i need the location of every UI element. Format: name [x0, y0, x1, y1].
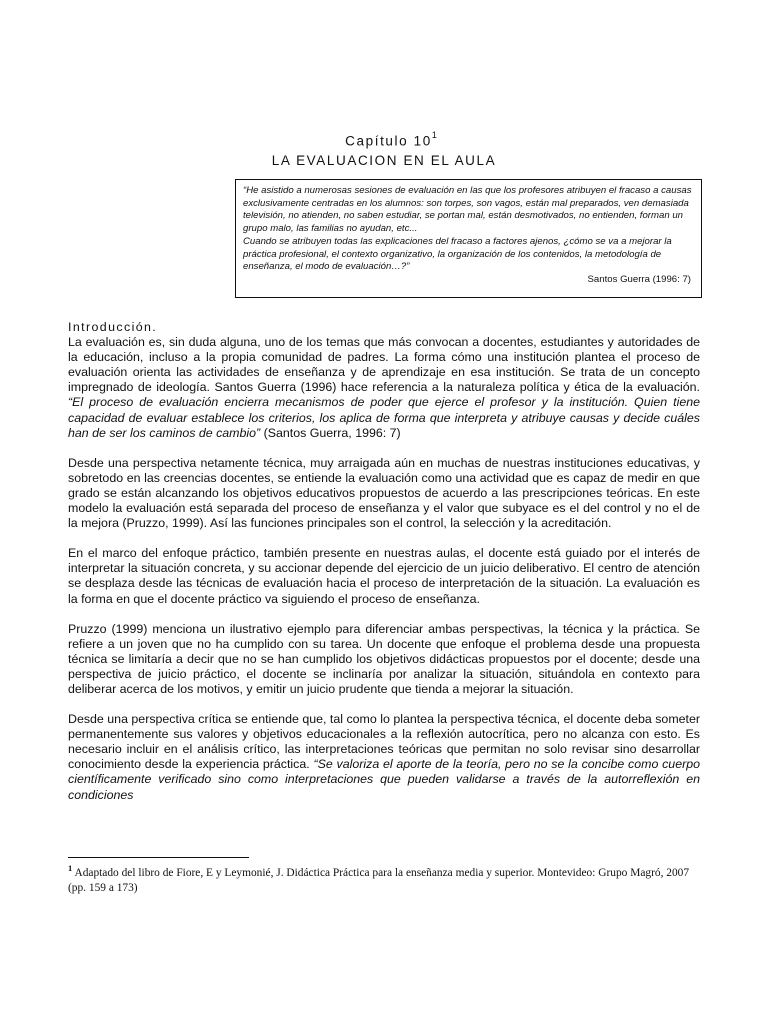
quotation: “Se valoriza el aporte de la teoría, pero no se la concibe como cuerpo científicamente verificado sino como interpretaciones que pueden validarse a través de la autorreflexión en condiciones — [68, 757, 700, 802]
footnote-text: Adaptado del libro de Fiore, E y Leymonié, J. Didáctica Práctica para la enseñanza media y superior. Montevideo: Grupo Magró, 2007 (pp. 159 a 173) — [68, 866, 690, 894]
paragraph — [68, 712, 700, 803]
footnote — [68, 861, 700, 896]
paragraph: Desde una perspectiva netamente técnica, muy arraigada aún en muchas de nuestras instituciones educativas, y sobretodo en las creencias docentes, se entiende la evaluación como una actividad que es capaz de medir en que grado se están alcanzando los objetivos educativos propuestos de acuerdo a las prescripciones teóricas. En este modelo la evaluación está separada del proceso de enseñanza y el valor que subyace es el del control y no el de la mejora (Pruzzo, 1999). Así las funciones principales son el control, la selección y la acreditación. — [68, 455, 700, 531]
chapter-title: LA EVALUACION EN EL AULA — [271, 152, 497, 168]
quotation: “El proceso de evaluación encierra mecanismos de poder que ejerce el profesor y la institución. Quien tiene capacidad de evaluar establece los criterios, los aplica de forma que interpreta y atribuye causas y decide cuáles han de ser los caminos de cambio” — [68, 395, 700, 440]
paragraph-text: La evaluación es, sin duda alguna, uno de los temas que más convocan a docentes, estudiantes y autoridades de la educación, incluso a la propia comunidad de padres. La forma cómo una institución plantea el proceso de evaluación orienta las actividades de enseñanza y de aprendizaje en esa institución. Se trata de un concepto impregnado de ideología. Santos Guerra (1996) hace referencia a la naturaleza política y ética de la evaluación. — [68, 335, 700, 395]
footnote-reference: 1 — [431, 130, 437, 140]
chapter-number-line — [0, 128, 768, 151]
footnote-separator — [68, 857, 249, 858]
epigraph-source: Santos Guerra (1996: 7) — [587, 273, 691, 285]
citation: (Santos Guerra, 1996: 7) — [260, 425, 401, 440]
epigraph-paragraph: Cuando se atribuyen todas las explicaciones del fracaso a factores ajenos, ¿cómo se va a mejorar la práctica profesional, el contexto organizativo, la organización de los contenidos, la metodología de enseñanza, el modo de evaluación…?” — [243, 235, 672, 273]
paragraph: Pruzzo (1999) menciona un ilustrativo ejemplo para diferenciar ambas perspectivas, la técnica y la práctica. Se refiere a un joven que no ha cumplido con su tarea. Un docente que enfoque el problema desde una propuesta técnica se limitaría a decir que no se han cumplido los objetivos didácticas propuestos por el docente; desde una perspectiva de juicio práctico, el docente se inclinaría por analizar la situación, situándola en contexto para deliberar acerca de los motivos, y emitir un juicio prudente que tienda a mejorar la situación. — [68, 621, 700, 696]
introduction-paragraph — [68, 320, 700, 441]
epigraph-box — [235, 179, 702, 298]
chapter-label: Capítulo 10 — [345, 133, 432, 149]
epigraph-paragraph: “He asistido a numerosas sesiones de evaluación en las que los profesores atribuyen el fracaso a causas exclusivamente centradas en los alumnos: son torpes, son vagos, están mal preparados, ven demasiada televisión, no atienden, no saben estudiar, se portan mal, están desmotivados, no entienden, forman un grupo malo, las familias no ayudan, etc... — [243, 185, 692, 235]
section-title: Introducción. — [68, 320, 158, 334]
chapter-heading — [0, 128, 768, 170]
paragraph: En el marco del enfoque práctico, también presente en nuestras aulas, el docente está guiado por el interés de interpretar la situación concreta, y su accionar depende del ejercicio de un juicio deliberativo. El centro de atención se desplaza desde las técnicas de evaluación hacia el proceso de interpretación de la situación. La evaluación es la forma en que el docente práctico va siguiendo el proceso de enseñanza. — [68, 546, 700, 606]
footnote-marker: 1 — [68, 863, 73, 873]
paragraph-text: Desde una perspectiva crítica se entiende que, tal como lo plantea la perspectiva técnica, el docente deba someter permanentemente sus valores y objetivos educacionales a la reflexión autocrítica, pero no alcanza con esto. Es necesario incluir en el análisis crítico, las interpretaciones teóricas que permitan no solo revisar sino desarrollar conocimiento desde la experiencia práctica. — [68, 712, 700, 772]
body-text — [68, 320, 700, 818]
